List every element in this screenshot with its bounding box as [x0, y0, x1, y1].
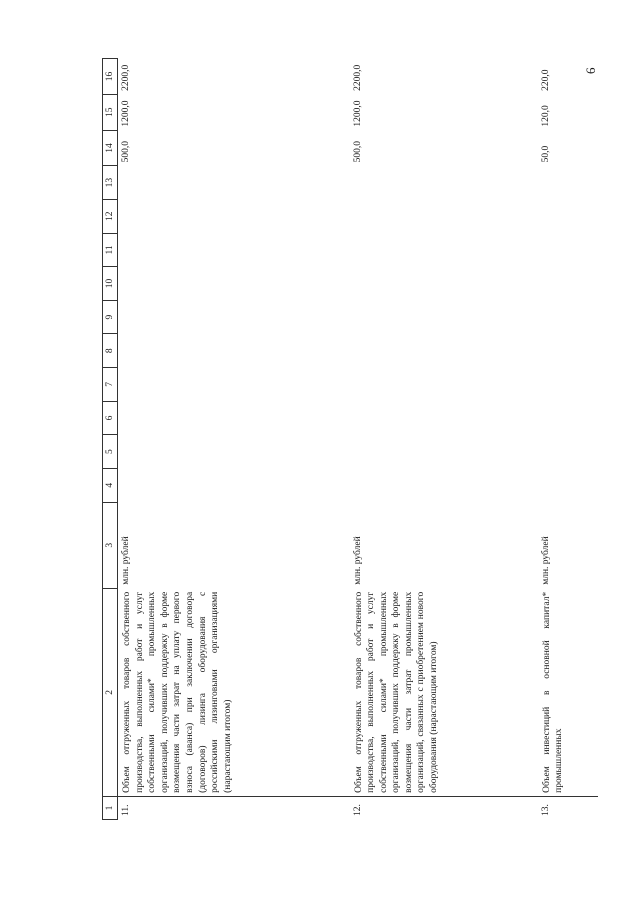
table-row [538, 59, 598, 820]
unit-cell: млн. рублей [352, 536, 363, 585]
indicator-name: Объем инвестиций в основной капитал* промышленных [541, 591, 565, 793]
unit-cell: млн. рублей [540, 536, 551, 585]
column-header: 2 [103, 588, 118, 796]
row-index: 12. [350, 796, 538, 819]
column-number-row [103, 59, 118, 820]
column-header: 13 [103, 166, 118, 200]
row-index: 13. [538, 796, 598, 819]
column-header: 8 [103, 334, 118, 368]
row-index: 11. [118, 796, 350, 819]
column-header: 7 [103, 368, 118, 402]
value-cell: 500,0 [352, 140, 363, 163]
value-cell: 220,0 [540, 69, 551, 91]
column-header: 4 [103, 468, 118, 502]
column-header: 6 [103, 401, 118, 435]
column-header: 1 [103, 796, 118, 819]
value-cell: 1200,0 [352, 100, 363, 127]
value-cell: 2200,0 [352, 64, 363, 91]
column-header: 3 [103, 502, 118, 588]
column-header: 15 [103, 94, 118, 130]
column-header: 14 [103, 130, 118, 166]
indicators-table-page [102, 58, 622, 820]
column-header: 16 [103, 59, 118, 95]
indicator-name: Объем отгруженных товаров собственного производства, выполненных работ и услуг собственными силами* промышленных организаций, получивших поддержку в форме возмещения части затрат на уплату первого взноса (аванса) при заключении договора (договоров) лизинга оборудования с российскими лизинговыми организациями (нарастающим итогом) [122, 591, 233, 793]
value-cell: 1200,0 [121, 100, 131, 127]
column-header: 5 [103, 435, 118, 469]
column-header: 11 [103, 233, 118, 267]
column-header: 12 [103, 199, 118, 233]
indicators-table [102, 58, 598, 820]
column-header: 9 [103, 300, 118, 334]
value-cell: 120,0 [540, 105, 551, 127]
column-header: 10 [103, 267, 118, 301]
value-cell: 50,0 [540, 145, 551, 163]
value-cell: 500,0 [121, 140, 131, 163]
table-row [350, 59, 538, 820]
table-row [118, 59, 350, 820]
value-cell: 2200,0 [121, 64, 131, 91]
unit-cell: млн. рублей [121, 536, 131, 585]
indicator-name: Объем отгруженных товаров собственного производства, выполненных работ и услуг собственными силами* промышленных организаций, получивших поддержку в форме возмещения части затрат промышленных организаций, связанных с приобретением нового оборудования (нарастающим итогом) [353, 591, 440, 793]
page-number: 6 [583, 67, 598, 74]
